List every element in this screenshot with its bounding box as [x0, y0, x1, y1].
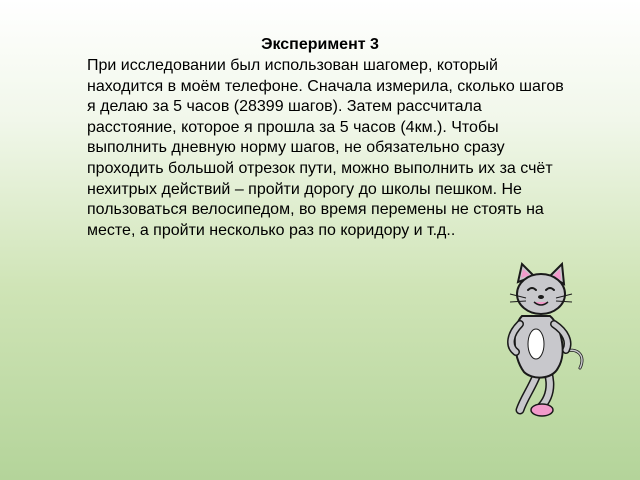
walking-cat-icon [490, 260, 590, 420]
slide-title: Эксперимент 3 [261, 36, 379, 53]
slide-body-text: При исследовании был использован шагомер, который находится в моём телефоне. Сначала измерила, сколько шагов я делаю за 5 часов (28399 шагов). Затем рассчитала расстояние, которое я прошла за 5 часов (4км.). Чтобы выполнить дневную норму шагов, не обязательно сразу проходить большой отрезок пути, можно выполнить их за счёт нехитрых действий – пройти дорогу до школы пешком. Не пользоваться велосипедом, во время перемены не стоять на месте, а пройти несколько раз по коридору и т.д.. [87, 57, 564, 239]
